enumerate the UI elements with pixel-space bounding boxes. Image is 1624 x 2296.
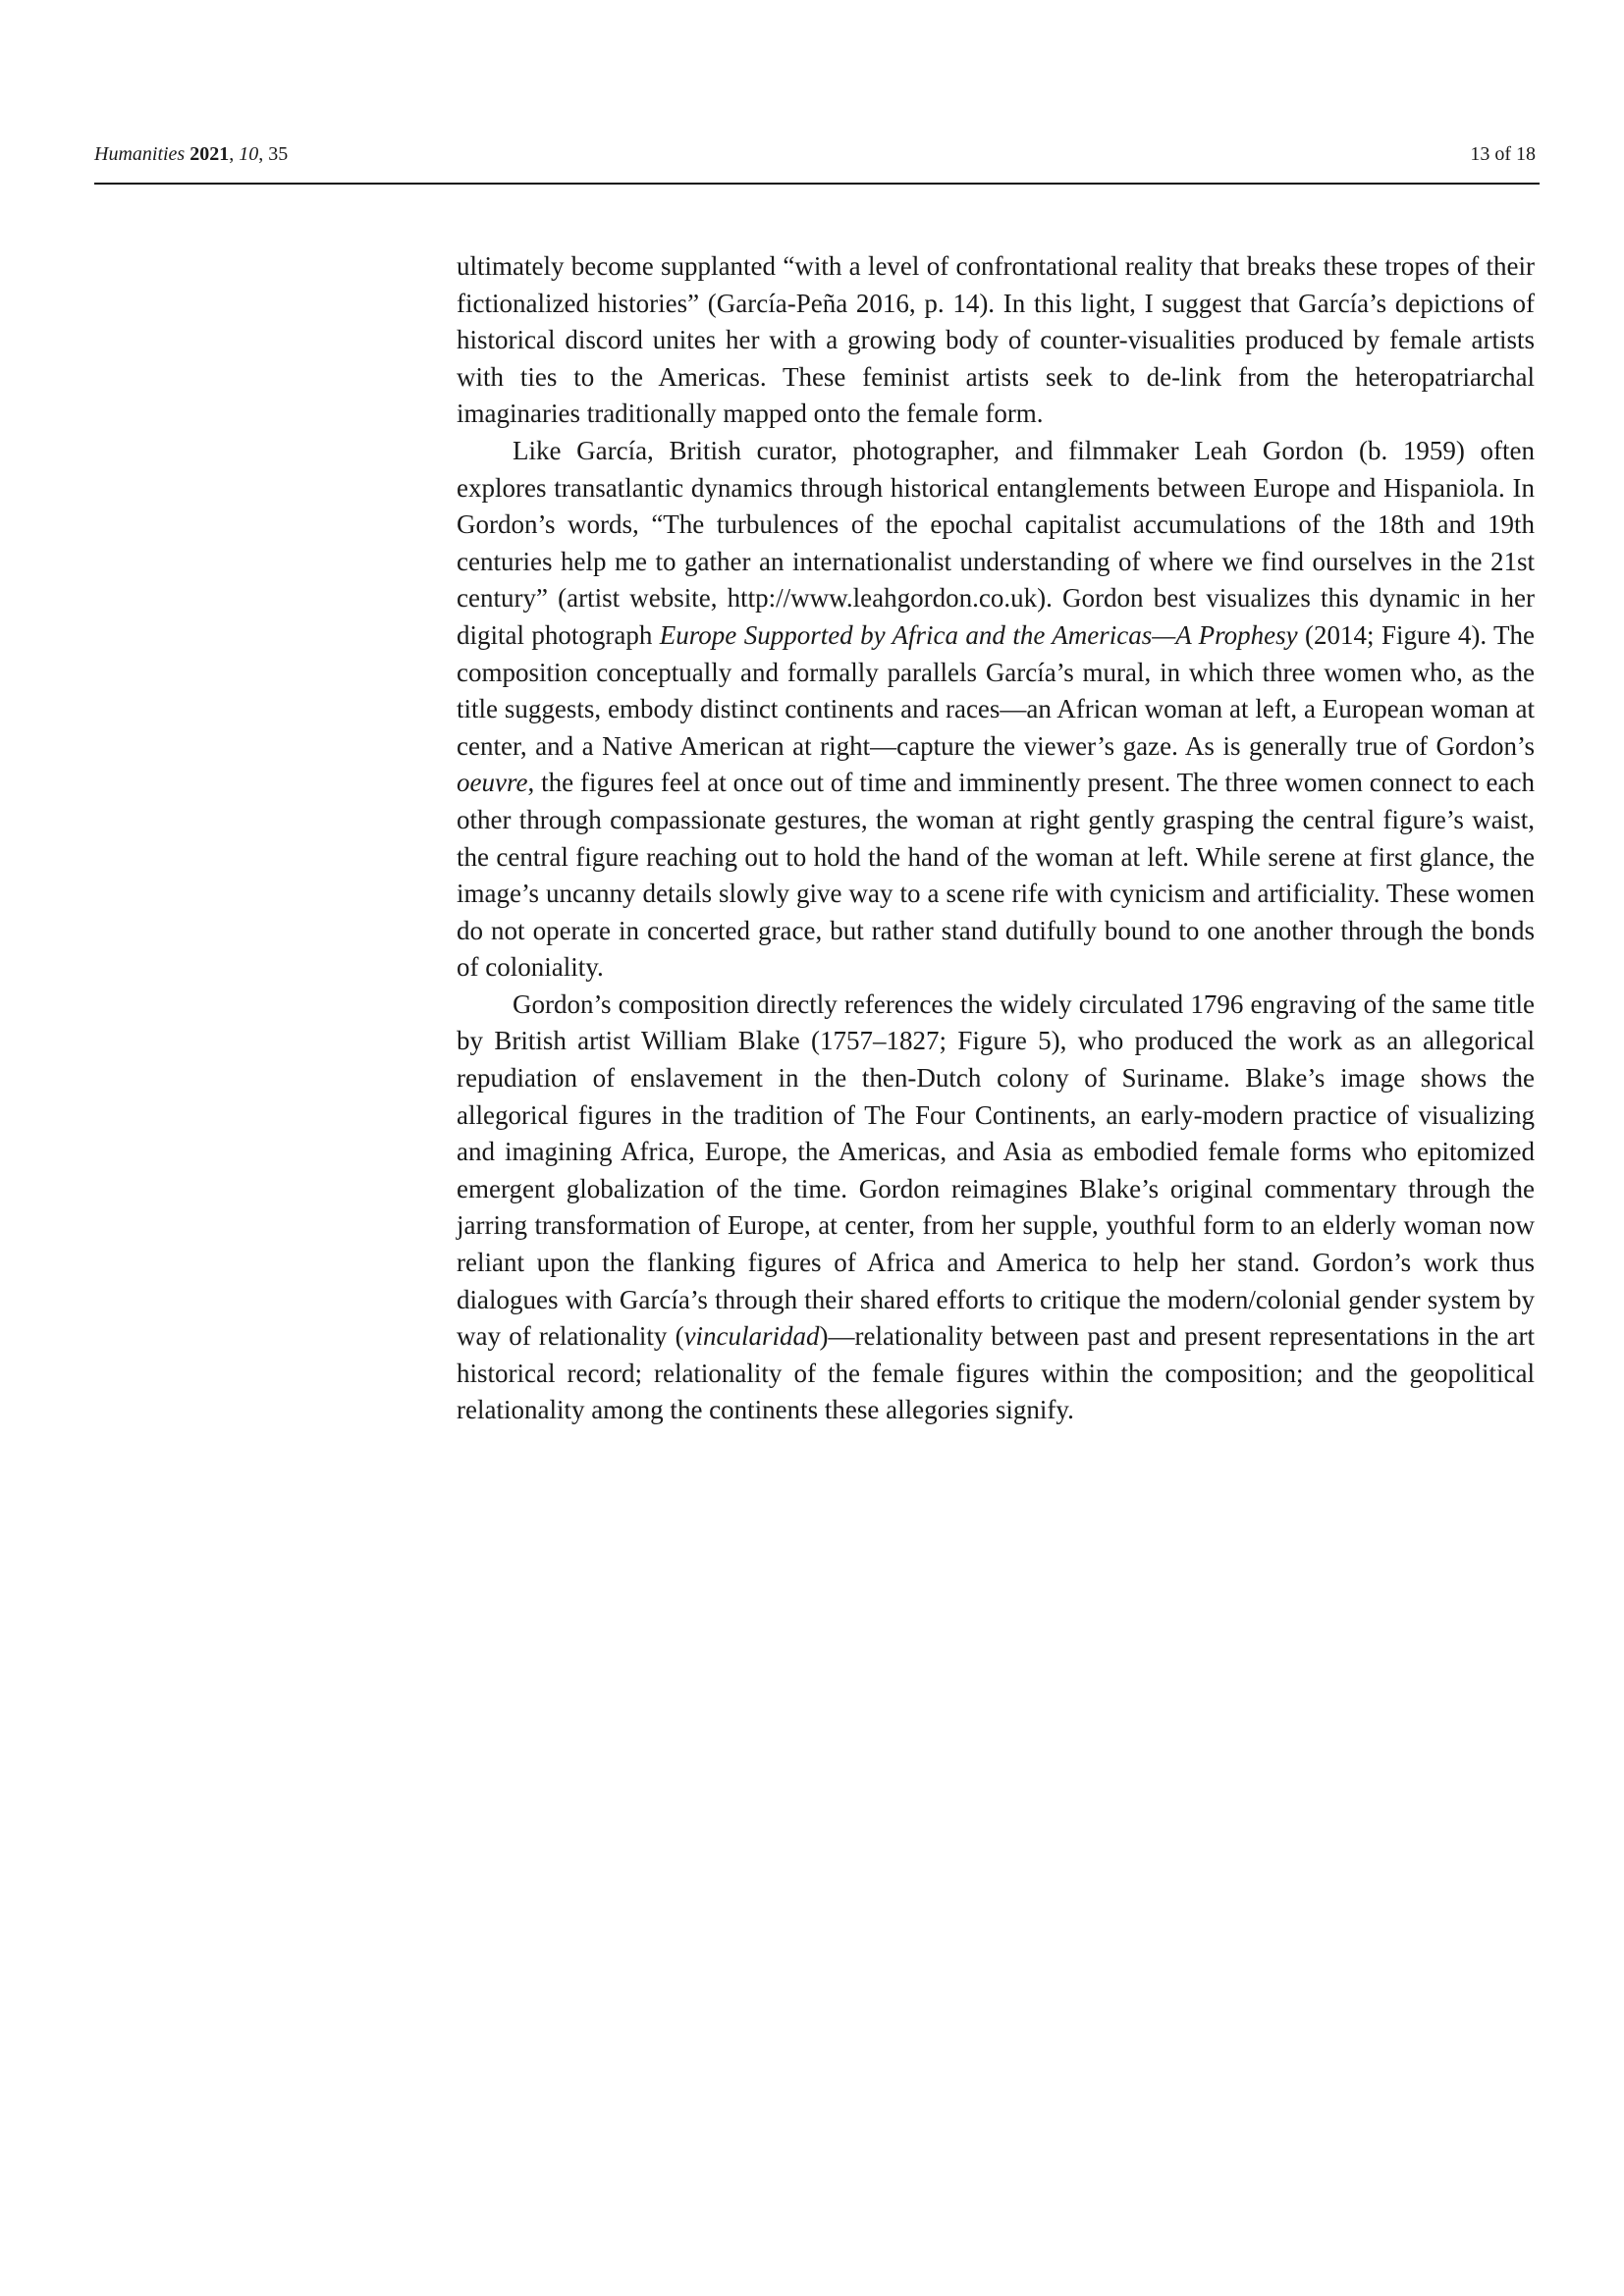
italic-text: Europe Supported by Africa and the Americas—A Prophesy bbox=[659, 619, 1298, 650]
paragraph-text: , the figures feel at once out of time and imminently present. The three women connect to each other through compassionate gestures, the woman at right gently grasping the central figure’s waist, the central figure reaching out to hold the hand of the woman at left. While serene at first glance, the image’s uncanny details slowly give way to a scene rife with cynicism and artificiality. These women do not operate in concerted grace, but rather stand dutifully bound to one another through the bonds of coloniality. bbox=[457, 768, 1535, 983]
journal-name: Humanities bbox=[94, 143, 186, 165]
journal-citation: Humanities 2021, 10, 35 bbox=[94, 143, 289, 165]
paragraph-text: Like García, British curator, photographer, and filmmaker Leah Gordon (b. 1959) often explores transatlantic dynamics through historical entanglements between Europe and Hispaniola. In Gordon’s words, “The turbulences of the epochal capitalist accumulations of the 18th and 19th centuries help me to gather an internationalist understanding of where we find ourselves in the 21st century” (artist website, http://www.leahgordon.co.uk). Gordon best visualizes this dynamic in her digital photograph bbox=[457, 435, 1535, 650]
paragraph bbox=[457, 433, 1535, 987]
running-header bbox=[94, 135, 1540, 185]
paragraph-text: ultimately become supplanted “with a level of confrontational reality that breaks these tropes of their fictionalized histories” (García-Peña 2016, p. 14). In this light, I suggest that García’s depictions of historical discord unites her with a growing body of counter-visualities produced by female artists with ties to the Americas. These feminist artists seek to de-link from the heteropatriarchal imaginaries traditionally mapped onto the female form. bbox=[457, 251, 1535, 429]
page-number bbox=[1470, 141, 1536, 167]
paragraph bbox=[457, 248, 1535, 433]
body-text bbox=[457, 248, 1535, 1429]
italic-text: vincularidad bbox=[683, 1321, 820, 1352]
total-pages: 18 bbox=[1516, 143, 1536, 165]
italic-text: oeuvre bbox=[457, 768, 528, 798]
current-page: 13 bbox=[1470, 143, 1490, 165]
page-of-label: of bbox=[1494, 143, 1511, 165]
paragraph-text: )—relationality between past and present representations in the art historical record; relationality of the female figures within the composition; and the geopolitical relationality among the continents these allegories signify. bbox=[457, 1321, 1535, 1425]
journal-volume: 10 bbox=[239, 143, 259, 165]
article-number: 35 bbox=[268, 143, 289, 165]
paragraph-text: (2014; Figure 4). The composition conceptually and formally parallels García’s mural, in which three women who, as the title suggests, embody distinct continents and races—an African woman at left, a European woman at center, and a Native American at right—capture the viewer’s gaze. As is generally true of Gordon’s bbox=[457, 619, 1535, 761]
paragraph-text: Gordon’s composition directly references the widely circulated 1796 engraving of the same title by British artist William Blake (1757–1827; Figure 5), who produced the work as an allegorical repudiation of enslavement in the then-Dutch colony of Suriname. Blake’s image shows the allegorical figures in the tradition of The Four Continents, an early-modern practice of visualizing and imagining Africa, Europe, the Americas, and Asia as embodied female forms who epitomized emergent globalization of the time. Gordon reimagines Blake’s original commentary through the jarring transformation of Europe, at center, from her supple, youthful form to an elderly woman now reliant upon the flanking figures of Africa and America to help her stand. Gordon’s work thus dialogues with García’s through their shared efforts to critique the modern/colonial gender system by way of relationality ( bbox=[457, 988, 1535, 1352]
journal-year: 2021 bbox=[189, 143, 230, 165]
paragraph bbox=[457, 987, 1535, 1429]
